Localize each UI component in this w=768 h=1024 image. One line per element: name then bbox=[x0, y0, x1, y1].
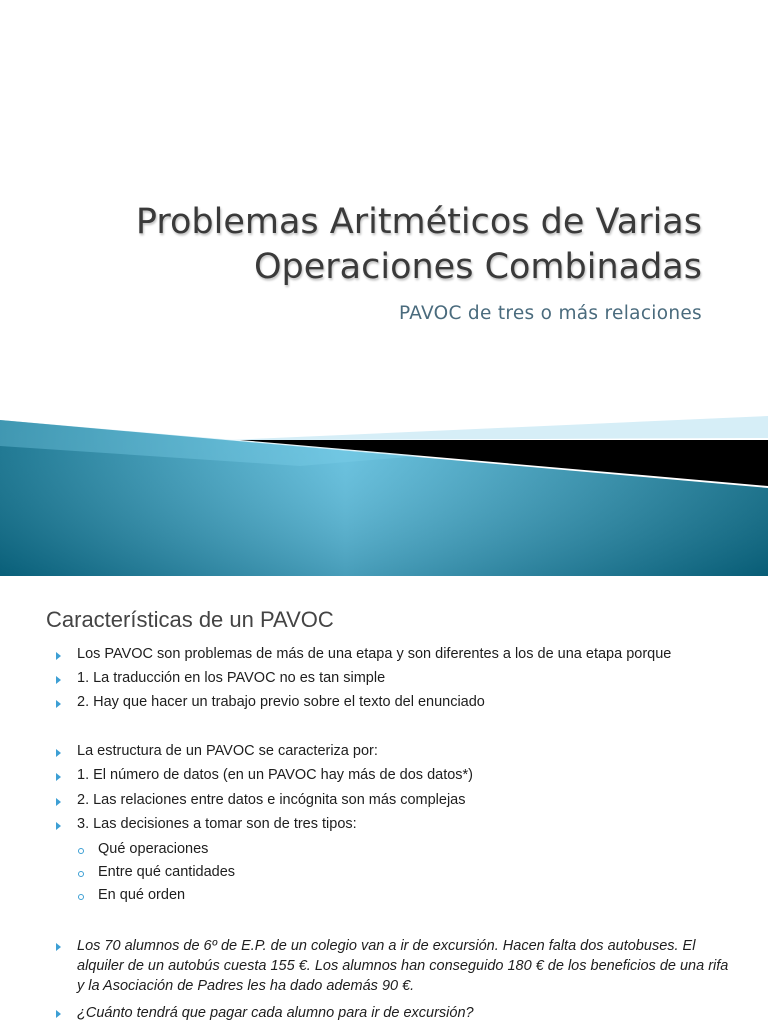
sub-bullet-item: En qué orden bbox=[98, 887, 186, 903]
bullet-item: 2. Hay que hacer un trabajo previo sobre el texto del enunciado bbox=[77, 694, 485, 710]
bullet-arrow-icon bbox=[56, 700, 61, 708]
bullet-item: 2. Las relaciones entre datos e incógnita son más complejas bbox=[77, 792, 466, 808]
decorative-band bbox=[0, 406, 768, 576]
bullet-item: 3. Las decisiones a tomar son de tres tipos: bbox=[77, 816, 357, 832]
bullet-item: Los PAVOC son problemas de más de una etapa y son diferentes a los de una etapa porque bbox=[77, 646, 672, 662]
bullet-arrow-icon bbox=[56, 1010, 61, 1018]
sub-bullet-ring-icon bbox=[78, 848, 84, 854]
sub-bullet-ring-icon bbox=[78, 871, 84, 877]
sub-bullet-ring-icon bbox=[78, 894, 84, 900]
content-slide bbox=[0, 576, 768, 1024]
bullet-arrow-icon bbox=[56, 676, 61, 684]
bullet-arrow-icon bbox=[56, 773, 61, 781]
sub-bullet-item: Qué operaciones bbox=[98, 841, 209, 857]
bullet-arrow-icon bbox=[56, 822, 61, 830]
slide-title bbox=[2, 200, 702, 290]
title-line-1: Problemas Aritméticos de Varias bbox=[135, 202, 702, 242]
bullet-arrow-icon bbox=[56, 943, 61, 951]
bullet-arrow-icon bbox=[56, 652, 61, 660]
example-problem-text: Los 70 alumnos de 6º de E.P. de un colegio van a ir de excursión. Hacen falta dos autobuses. El alquiler de un autobús cuesta 155 €. Los alumnos han conseguido 180 € de los beneficios de una rifa y la Asociación de Padres les ha dado además 90 €. bbox=[77, 938, 729, 994]
title-line-2: Operaciones Combinadas bbox=[253, 247, 702, 287]
bullet-item: La estructura de un PAVOC se caracteriza por: bbox=[77, 743, 378, 759]
content-heading: Características de un PAVOC bbox=[46, 607, 334, 632]
example-question-text: ¿Cuánto tendrá que pagar cada alumno para ir de excursión? bbox=[77, 1005, 474, 1021]
sub-bullet-item: Entre qué cantidades bbox=[98, 864, 236, 880]
bullet-arrow-icon bbox=[56, 749, 61, 757]
slide-subtitle: PAVOC de tres o más relaciones bbox=[398, 303, 702, 324]
bullet-arrow-icon bbox=[56, 798, 61, 806]
bullet-item: 1. El número de datos (en un PAVOC hay más de dos datos*) bbox=[77, 767, 474, 783]
band-pale-wedge bbox=[230, 416, 768, 440]
bullet-item: 1. La traducción en los PAVOC no es tan simple bbox=[77, 670, 386, 686]
